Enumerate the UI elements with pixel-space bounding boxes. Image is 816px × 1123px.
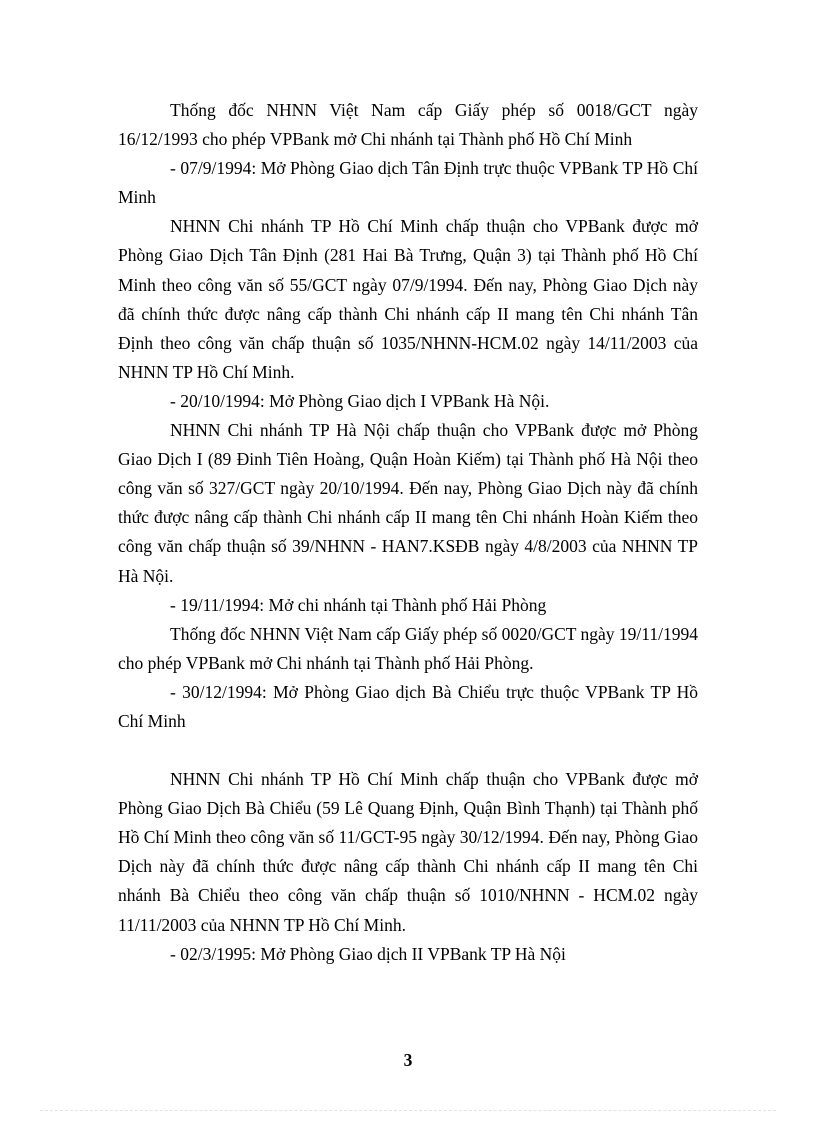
paragraph-event-pgd-ii-hanoi: - 02/3/1995: Mở Phòng Giao dịch II VPBank TP Hà Nội xyxy=(170,943,566,964)
paragraph-event-hai-phong: - 19/11/1994: Mở chi nhánh tại Thành phố Hải Phòng xyxy=(170,594,547,615)
paragraph-ba-chieu-details: NHNN Chi nhánh TP Hồ Chí Minh chấp thuận cho VPBank được mở Phòng Giao Dịch Bà Chiểu (59 Lê Quang Định, Quận Bình Thạnh) tại Thành phố Hồ Chí Minh theo công văn số 11/GCT-95 ngày 30/12/1994. Đến nay, Phòng Giao Dịch này đã chính thức được nâng cấp thành Chi nhánh cấp II mang tên Chi nhánh Bà Chiểu theo công văn chấp thuận số 1010/NHNN - HCM.02 ngày 11/11/2003 của NHNN TP Hồ Chí Minh. xyxy=(118,769,698,935)
paragraph-pgd-i-hanoi-details: NHNN Chi nhánh TP Hà Nội chấp thuận cho VPBank được mở Phòng Giao Dịch I (89 Đinh Tiên Hoàng, Quận Hoàn Kiếm) tại Thành phố Hà Nội theo công văn số 327/GCT ngày 20/10/1994. Đến nay, Phòng Giao Dịch này đã chính thức được nâng cấp thành Chi nhánh cấp II mang tên Chi nhánh Hoàn Kiếm theo công văn chấp thuận số 39/NHNN - HAN7.KSĐB ngày 4/8/2003 của NHNN TP Hà Nội. xyxy=(118,420,698,586)
paragraph-license-hcm: Thống đốc NHNN Việt Nam cấp Giấy phép số 0018/GCT ngày 16/12/1993 cho phép VPBank mở Chi nhánh tại Thành phố Hồ Chí Minh xyxy=(118,100,698,150)
paragraph-gap xyxy=(118,736,698,765)
paragraph-event-ba-chieu: - 30/12/1994: Mở Phòng Giao dịch Bà Chiểu trực thuộc VPBank TP Hồ Chí Minh xyxy=(118,681,698,731)
footer-divider xyxy=(40,1110,776,1111)
body-text xyxy=(118,96,698,969)
page-number: 3 xyxy=(403,1050,413,1070)
paragraph-tan-dinh-details: NHNN Chi nhánh TP Hồ Chí Minh chấp thuận cho VPBank được mở Phòng Giao Dịch Tân Định (281 Hai Bà Trưng, Quận 3) tại Thành phố Hồ Chí Minh theo công văn số 55/GCT ngày 07/9/1994. Đến nay, Phòng Giao Dịch này đã chính thức được nâng cấp thành Chi nhánh cấp II mang tên Chi nhánh Tân Định theo công văn chấp thuận số 1035/NHNN-HCM.02 ngày 14/11/2003 của NHNN TP Hồ Chí Minh. xyxy=(118,216,698,382)
paragraph-event-tan-dinh: - 07/9/1994: Mở Phòng Giao dịch Tân Định trực thuộc VPBank TP Hồ Chí Minh xyxy=(118,158,698,208)
paragraph-event-pgd-i-hanoi: - 20/10/1994: Mở Phòng Giao dịch I VPBank Hà Nội. xyxy=(170,390,550,411)
paragraph-license-hai-phong: Thống đốc NHNN Việt Nam cấp Giấy phép số 0020/GCT ngày 19/11/1994 cho phép VPBank mở Chi nhánh tại Thành phố Hải Phòng. xyxy=(118,623,698,673)
